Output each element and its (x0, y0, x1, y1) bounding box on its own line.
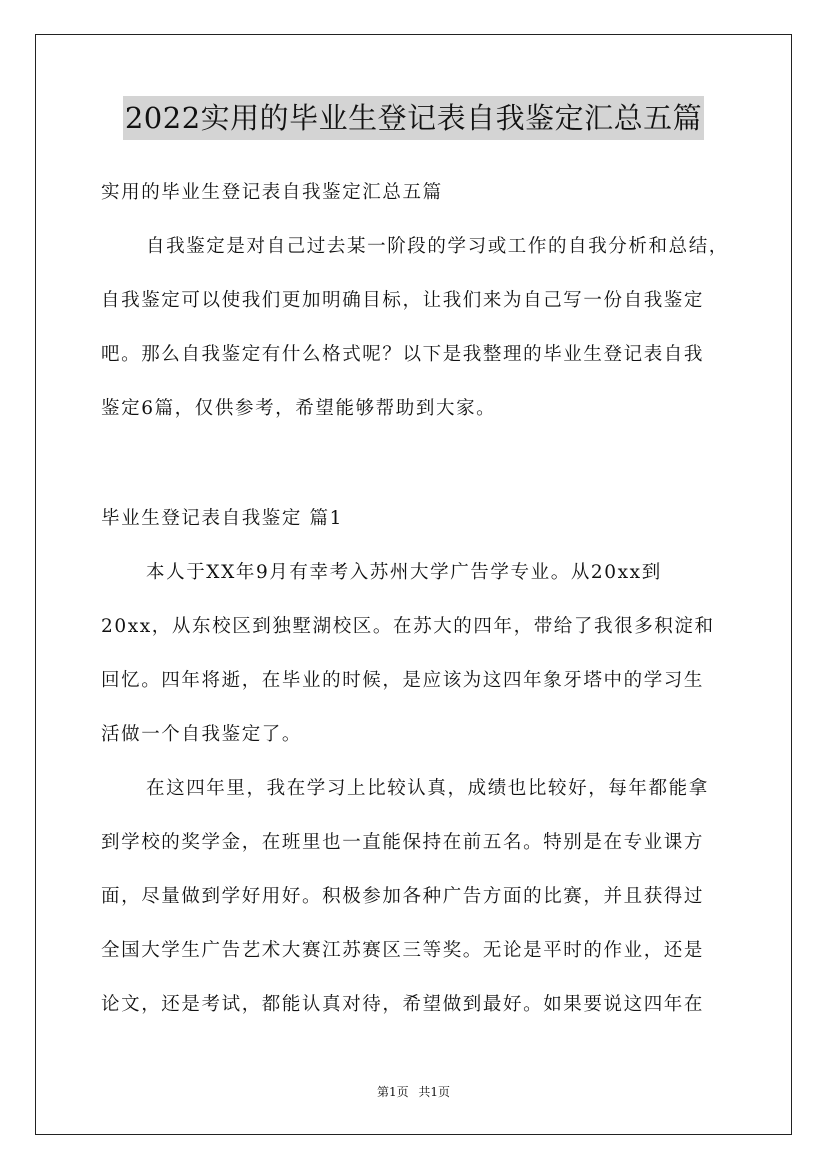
para1-line-2: 20xx，从东校区到独墅湖校区。在苏大的四年，带给了我很多积淀和 (101, 616, 715, 637)
para2-line-2: 到学校的奖学金，在班里也一直能保持在前五名。特别是在专业课方 (101, 832, 705, 853)
intro-line-2: 自我鉴定可以使我们更加明确目标，让我们来为自己写一份自我鉴定 (101, 290, 705, 311)
section-heading: 毕业生登记表自我鉴定 篇1 (101, 508, 343, 529)
intro-line-1: 自我鉴定是对自己过去某一阶段的学习或工作的自我分析和总结， (146, 236, 729, 257)
document-subtitle: 实用的毕业生登记表自我鉴定汇总五篇 (101, 182, 443, 203)
document-title: 2022实用的毕业生登记表自我鉴定汇总五篇 (123, 96, 704, 140)
page-number: 第1页 (376, 1085, 409, 1099)
para2-line-5: 论文，还是考试，都能认真对待，希望做到最好。如果要说这四年在 (101, 994, 705, 1015)
page-total: 共1页 (418, 1085, 451, 1099)
para2-line-3: 面，尽量做到学好用好。积极参加各种广告方面的比赛，并且获得过 (101, 886, 705, 907)
para2-line-4: 全国大学生广告艺术大赛江苏赛区三等奖。无论是平时的作业，还是 (101, 940, 705, 961)
para1-line-3: 回忆。四年将逝，在毕业的时候，是应该为这四年象牙塔中的学习生 (101, 670, 705, 691)
intro-line-4: 鉴定6篇，仅供参考，希望能够帮助到大家。 (101, 398, 497, 419)
title-container (0, 96, 827, 140)
page-footer (0, 1083, 827, 1100)
para1-line-1: 本人于XX年9月有幸考入苏州大学广告学专业。从20xx到 (146, 562, 662, 583)
para2-line-1: 在这四年里，我在学习上比较认真，成绩也比较好，每年都能拿 (146, 778, 709, 799)
para1-line-4: 活做一个自我鉴定了。 (101, 724, 303, 745)
intro-line-3: 吧。那么自我鉴定有什么格式呢？以下是我整理的毕业生登记表自我 (101, 344, 705, 365)
